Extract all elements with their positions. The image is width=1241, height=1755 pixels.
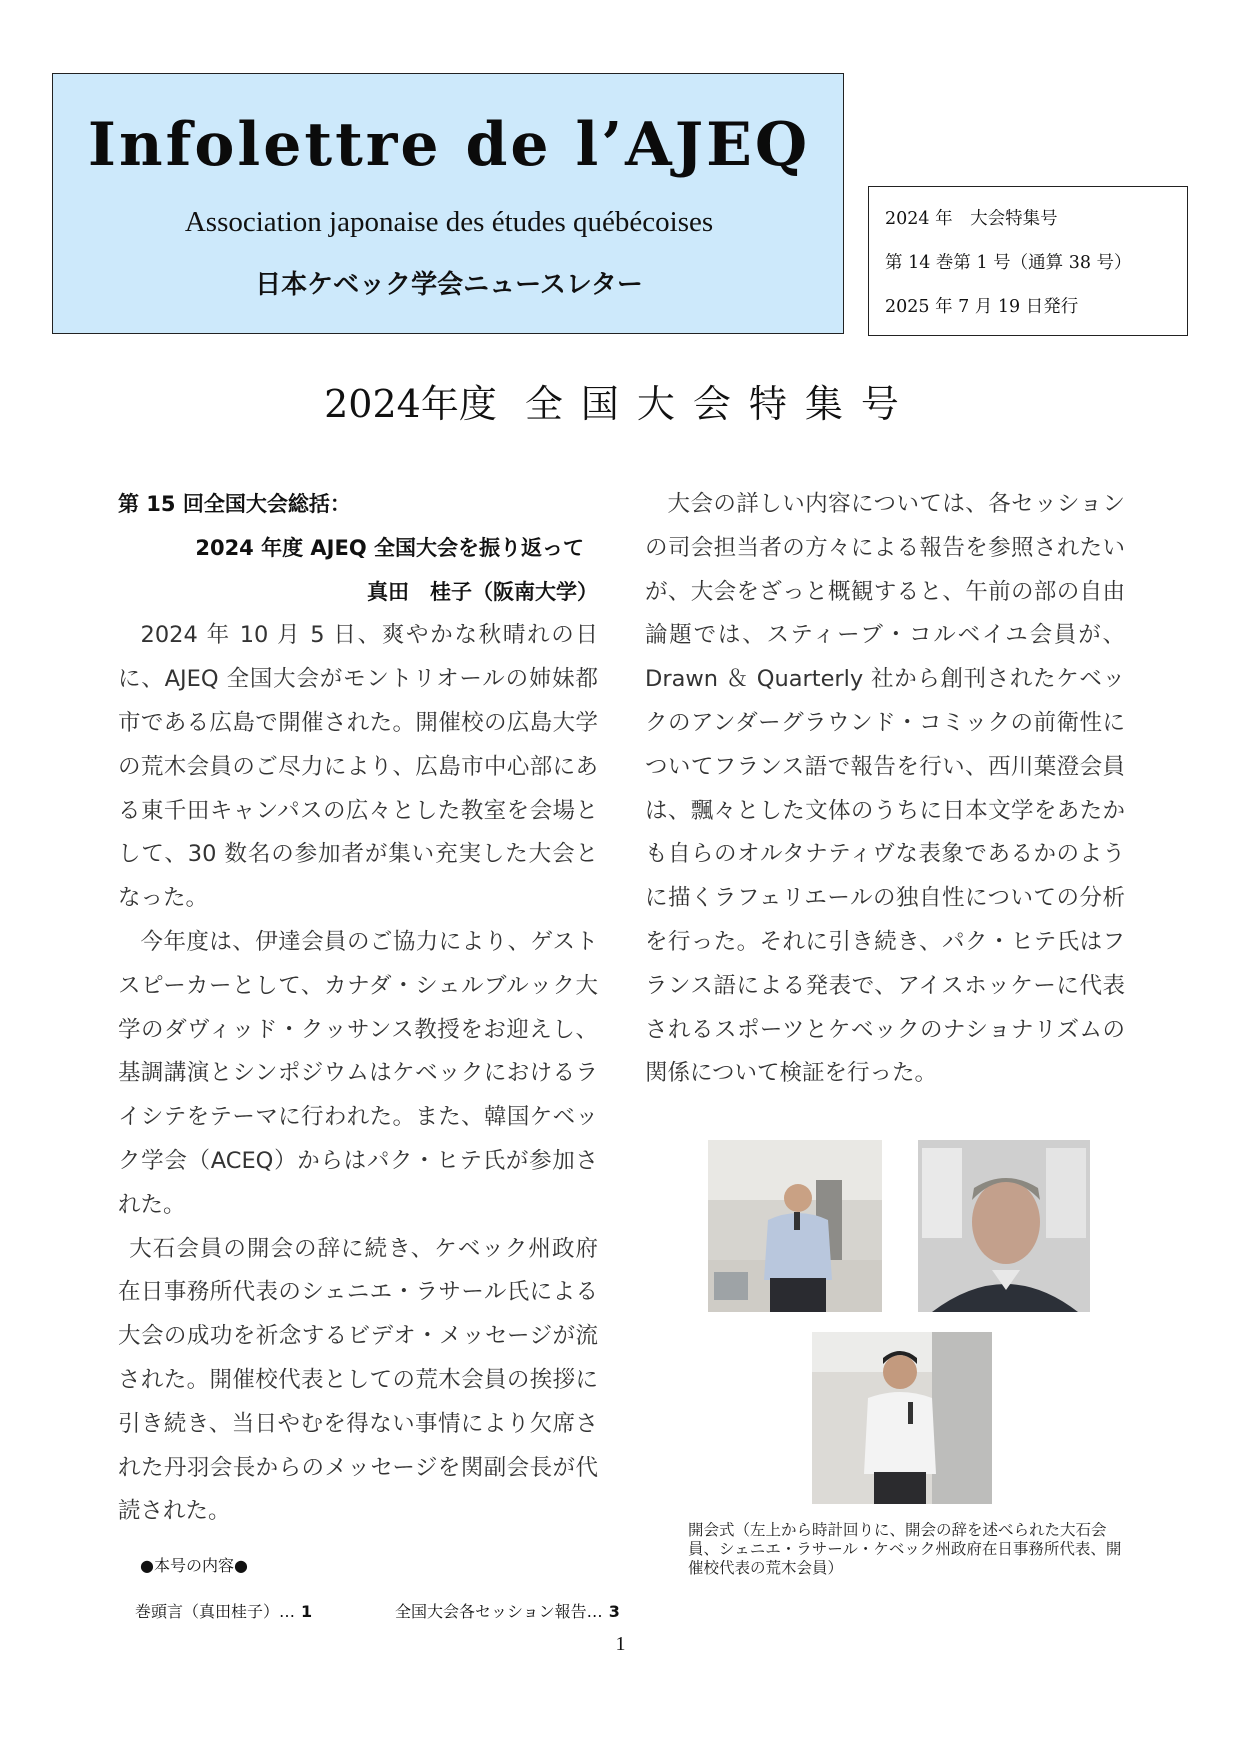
newsletter-title: Infolettre de l’AJEQ [87,110,811,180]
paragraph: 大石会員の開会の辞に続き、ケベック州政府在日事務所代表のシェニエ・ラサール氏による大会の成功を祈念するビデオ・メッセージが流された。開催校代表としての荒木会員の挨拶に引き続き、当日やむを得ない事情により欠席された丹羽会長からのメッセージを関副会長が代読された。 [118,1235,598,1525]
paragraph: 大会の詳しい内容については、各セッションの司会担当者の方々による報告を参照されたいが、大会をざっと概観すると、午前の部の自由論題では、スティーブ・コルベイユ会員が、Drawn ＆ Quarterly 社から創刊されたケベックのアンダーグラウンド・コミックの前衛性についてフランス語で報告を行い、西川葉澄会員は、飄々とした文体のうちに日本文学をあたかも自らのオルタナティヴな表象であるかのように描くラフェリエールの独自性についての分析を行った。それに引き続き、パク・ヒテ氏はフランス語による発表で、アイスホッケーに代表されるスポーツとケベックのナショナリズムの関係について検証を行った。 [645,491,1125,1087]
article-author: 真田 桂子（阪南大学） [367,579,598,604]
issue-volume: 第 14 巻第 1 号（通算 38 号） [885,253,1132,273]
photo-host-greeting [812,1332,992,1504]
association-name: Association japonaise des études québécoises [184,206,714,238]
toc-item-label: 巻頭言（真田桂子）… [135,1602,296,1621]
toc-item-label: 全国大会各セッション報告… [395,1602,603,1621]
article-heading: 第 15 回全国大会総括： [118,492,351,516]
left-column [118,483,598,1534]
toc-item-page: 1 [301,1602,313,1621]
special-issue-title [0,373,1241,428]
japanese-title: 日本ケベック学会ニュースレター [255,270,643,300]
right-column [645,483,1125,1096]
photo-opening-speaker [708,1140,882,1312]
photo-caption: 開会式（左上から時計回りに、開会の辞を述べられた大石会員、シェニエ・ラサール・ケベック州政府在日事務所代表、開催校代表の荒木会員） [688,1521,1122,1577]
issue-date: 2025 年 7 月 19 日発行 [885,297,1079,317]
toc-item-page: 3 [608,1602,620,1621]
special-issue-text: 全国大会特集号 [524,382,917,426]
article-subheading: 2024 年度 AJEQ 全国大会を振り返って [195,535,584,560]
paragraph: 2024 年 10 月 5 日、爽やかな秋晴れの日に、AJEQ 全国大会がモントリオールの姉妹都市である広島で開催された。開催校の広島大学の荒木会員のご尽力により、広島市中心部にある東千田キャンパスの広々とした教室を会場として、30 数名の参加者が集い充実した大会となった。 [118,622,598,912]
special-issue-year: 2024年度 [324,382,497,426]
masthead-box [52,73,844,334]
toc-item [395,1599,620,1622]
toc-title: ●本号の内容● [140,1556,248,1575]
toc-item [135,1599,312,1622]
photo-video-message [918,1140,1090,1312]
page-number: 1 [615,1633,626,1655]
issue-info-box [868,186,1188,336]
paragraph: 今年度は、伊達会員のご協力により、ゲストスピーカーとして、カナダ・シェルブルック大学のダヴィッド・クッサンス教授をお迎えし、基調講演とシンポジウムはケベックにおけるライシテをテーマに行われた。また、韓国ケベック学会（ACEQ）からはパク・ヒテ氏が参加された。 [118,928,598,1218]
issue-year: 2024 年 大会特集号 [885,209,1058,229]
